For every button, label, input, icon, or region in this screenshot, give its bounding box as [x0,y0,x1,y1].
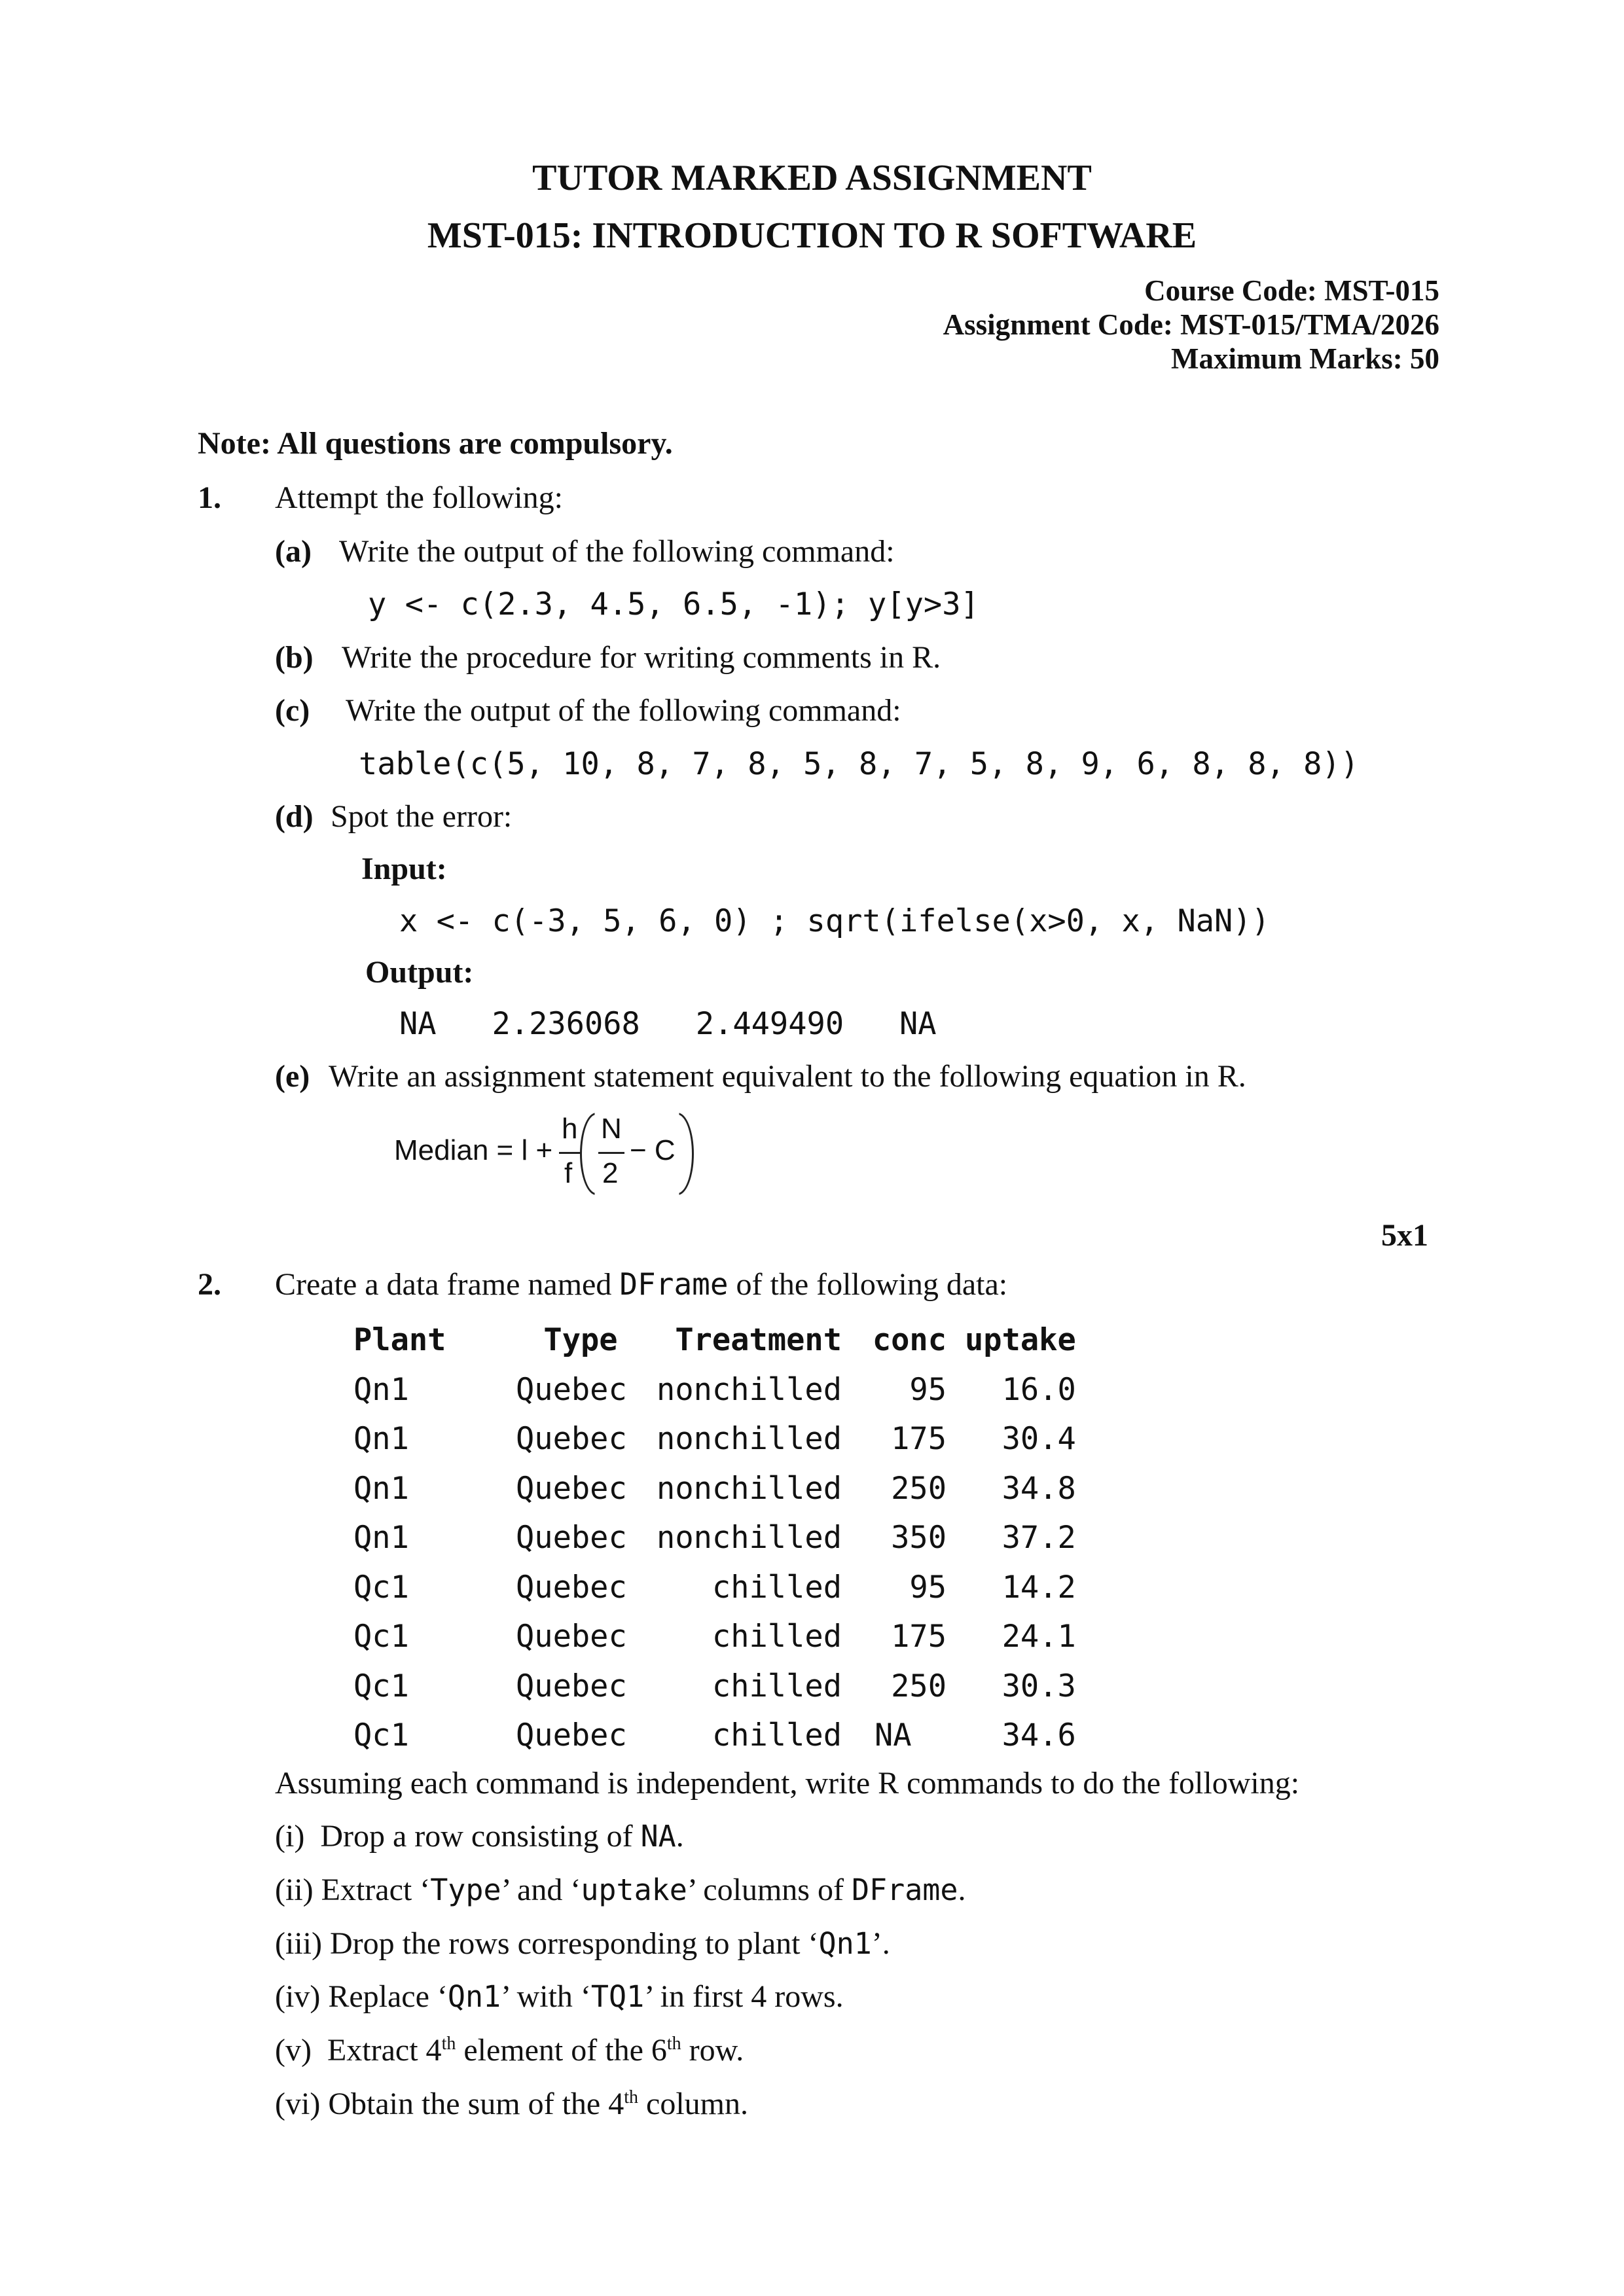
item-text: Obtain the sum of the 4 [328,2087,624,2121]
formula-h: h [562,1113,578,1145]
q1e-text: Write an assignment statement equivalent to the following equation in R. [329,1059,1246,1094]
col-plant: Plant [353,1322,446,1359]
cell-plant: Qn1 [353,1470,409,1507]
formula-f: f [564,1157,573,1189]
cell-type: Quebec [516,1520,627,1556]
table-row [353,1612,1076,1662]
item-text: ’ with ‘ [501,1979,591,2014]
q2-assume: Assuming each command is independent, write R commands to do the following: [275,1766,1300,1801]
cell-conc: 250 [891,1470,947,1507]
assignment-code: Assignment Code: MST-015/TMA/2026 [943,308,1439,341]
cell-type: Quebec [516,1371,627,1408]
cell-treatment: nonchilled [657,1520,842,1556]
q1a-label: (a) [275,534,312,569]
item-text: element of the 6 [456,2033,667,2068]
item-text: ’ and ‘ [501,1873,581,1907]
q1a-code: y <- c(2.3, 4.5, 6.5, -1); y[y>3] [368,586,979,622]
cell-treatment: chilled [712,1668,842,1704]
q1d-label: (d) [275,799,314,834]
cell-uptake: 30.3 [1001,1668,1076,1704]
q1b-label: (b) [275,640,314,675]
item-text: Drop the rows corresponding to plant ‘ [329,1926,819,1961]
item-text: Replace ‘ [328,1979,448,2014]
q1-marks: 5x1 [1381,1218,1428,1253]
formula-two: 2 [602,1157,619,1189]
cell-uptake: 34.8 [1001,1470,1076,1507]
item-text: ’ columns of [687,1873,844,1907]
cell-treatment: nonchilled [657,1371,842,1408]
q2-item-vi [275,2086,748,2122]
table-header-row [353,1316,1076,1365]
item-label: (v) [275,2033,312,2068]
cell-uptake: 34.6 [1001,1717,1076,1754]
cell-type: Quebec [516,1421,627,1458]
output-code: NA 2.236068 2.449490 NA [399,1006,937,1042]
item-text: ’ in first 4 rows. [644,1979,844,2014]
item-label: (vi) [275,2087,321,2121]
col-type: Type [543,1322,618,1359]
q2-item-v [275,2032,744,2068]
cell-treatment: nonchilled [657,1470,842,1507]
cell-uptake: 37.2 [1001,1520,1076,1556]
table-row [353,1414,1076,1464]
table-row [353,1563,1076,1613]
note: Note: All questions are compulsory. [198,426,673,461]
cell-uptake: 24.1 [1001,1619,1076,1655]
q1d-text: Spot the error: [331,799,513,834]
item-text: Extract 4 [327,2033,442,2068]
formula-lhs: Median = l + [394,1134,553,1166]
q1a-text: Write the output of the following command: [339,534,895,569]
item-text: row. [681,2033,744,2068]
assignment-title: TUTOR MARKED ASSIGNMENT [532,158,1092,198]
item-code: uptake [581,1873,687,1907]
formula-minus-c: − C [630,1134,676,1166]
item-label: (iv) [275,1979,321,2014]
q2-dframe-code: DFrame [619,1266,729,1302]
q2-text [275,1266,1007,1302]
course-title: MST-015: INTRODUCTION TO R SOFTWARE [427,215,1197,256]
cell-uptake: 30.4 [1001,1421,1076,1458]
q1-text: Attempt the following: [275,480,563,515]
output-label: Output: [365,955,474,990]
q2-item-ii [275,1872,966,1908]
data-table [353,1316,1076,1761]
cell-uptake: 16.0 [1001,1371,1076,1408]
item-sup: th [624,2087,639,2108]
cell-plant: Qn1 [353,1520,409,1556]
q1c-label: (c) [275,693,310,728]
cell-plant: Qn1 [353,1371,409,1408]
col-treatment: Treatment [675,1322,842,1359]
cell-plant: Qc1 [353,1668,409,1704]
q2-text-pre: Create a data frame named [275,1267,612,1302]
q2-item-i [275,1818,684,1854]
q1c-code: table(c(5, 10, 8, 7, 8, 5, 8, 7, 5, 8, 9, 6, 8, 8, 8)) [359,746,1360,782]
cell-treatment: nonchilled [657,1421,842,1458]
item-sup: th [666,2034,681,2054]
cell-type: Quebec [516,1569,627,1605]
cell-conc: 350 [891,1520,947,1556]
course-code: Course Code: MST-015 [1144,274,1439,307]
cell-type: Quebec [516,1470,627,1507]
input-code: x <- c(-3, 5, 6, 0) ; sqrt(ifelse(x>0, x, NaN)) [399,903,1270,939]
item-label: (ii) [275,1873,314,1907]
cell-type: Quebec [516,1668,627,1704]
input-label: Input: [361,852,447,886]
cell-conc: 250 [891,1668,947,1704]
item-text: . [958,1873,966,1907]
col-uptake: uptake [965,1322,1076,1359]
item-code: DFrame [851,1873,958,1907]
q2-text-post: of the following data: [736,1267,1008,1302]
table-row [353,1711,1076,1761]
q1b-text: Write the procedure for writing comments in R. [342,640,941,675]
item-label: (i) [275,1819,305,1854]
q2-item-iv [275,1979,844,2015]
maximum-marks: Maximum Marks: 50 [1171,342,1439,375]
cell-plant: Qc1 [353,1619,409,1655]
q1c-text: Write the output of the following command: [346,693,901,728]
q1-number: 1. [198,480,221,515]
item-text: Drop a row consisting of [320,1819,633,1854]
cell-treatment: chilled [712,1619,842,1655]
cell-conc: 95 [909,1569,947,1605]
item-code: Qn1 [818,1926,872,1961]
cell-conc: 95 [909,1371,947,1408]
cell-treatment: chilled [712,1569,842,1605]
table-row [353,1464,1076,1514]
q2-item-iii [275,1926,890,1962]
table-row [353,1365,1076,1415]
item-text: ’. [871,1926,890,1961]
cell-conc: NA [875,1717,912,1754]
cell-conc: 175 [891,1421,947,1458]
item-code: NA [640,1819,676,1854]
item-text: . [676,1819,684,1854]
col-conc: conc [872,1322,947,1359]
cell-plant: Qc1 [353,1569,409,1605]
cell-plant: Qn1 [353,1421,409,1458]
table-row [353,1662,1076,1712]
item-code: Qn1 [447,1979,501,2014]
cell-type: Quebec [516,1619,627,1655]
cell-uptake: 14.2 [1001,1569,1076,1605]
cell-type: Quebec [516,1717,627,1754]
cell-plant: Qc1 [353,1717,409,1754]
cell-treatment: chilled [712,1717,842,1754]
q2-number: 2. [198,1267,221,1302]
q1e-label: (e) [275,1059,310,1094]
fraction-bar-n [598,1152,624,1154]
item-text: Extract ‘ [321,1873,431,1907]
item-sup: th [441,2034,456,2054]
item-code: TQ1 [590,1979,645,2014]
item-label: (iii) [275,1926,322,1961]
formula-N: N [601,1113,622,1145]
cell-conc: 175 [891,1619,947,1655]
item-text: column. [638,2087,748,2121]
table-row [353,1513,1076,1563]
fraction-bar-h [559,1152,581,1154]
item-code: Type [430,1873,501,1907]
